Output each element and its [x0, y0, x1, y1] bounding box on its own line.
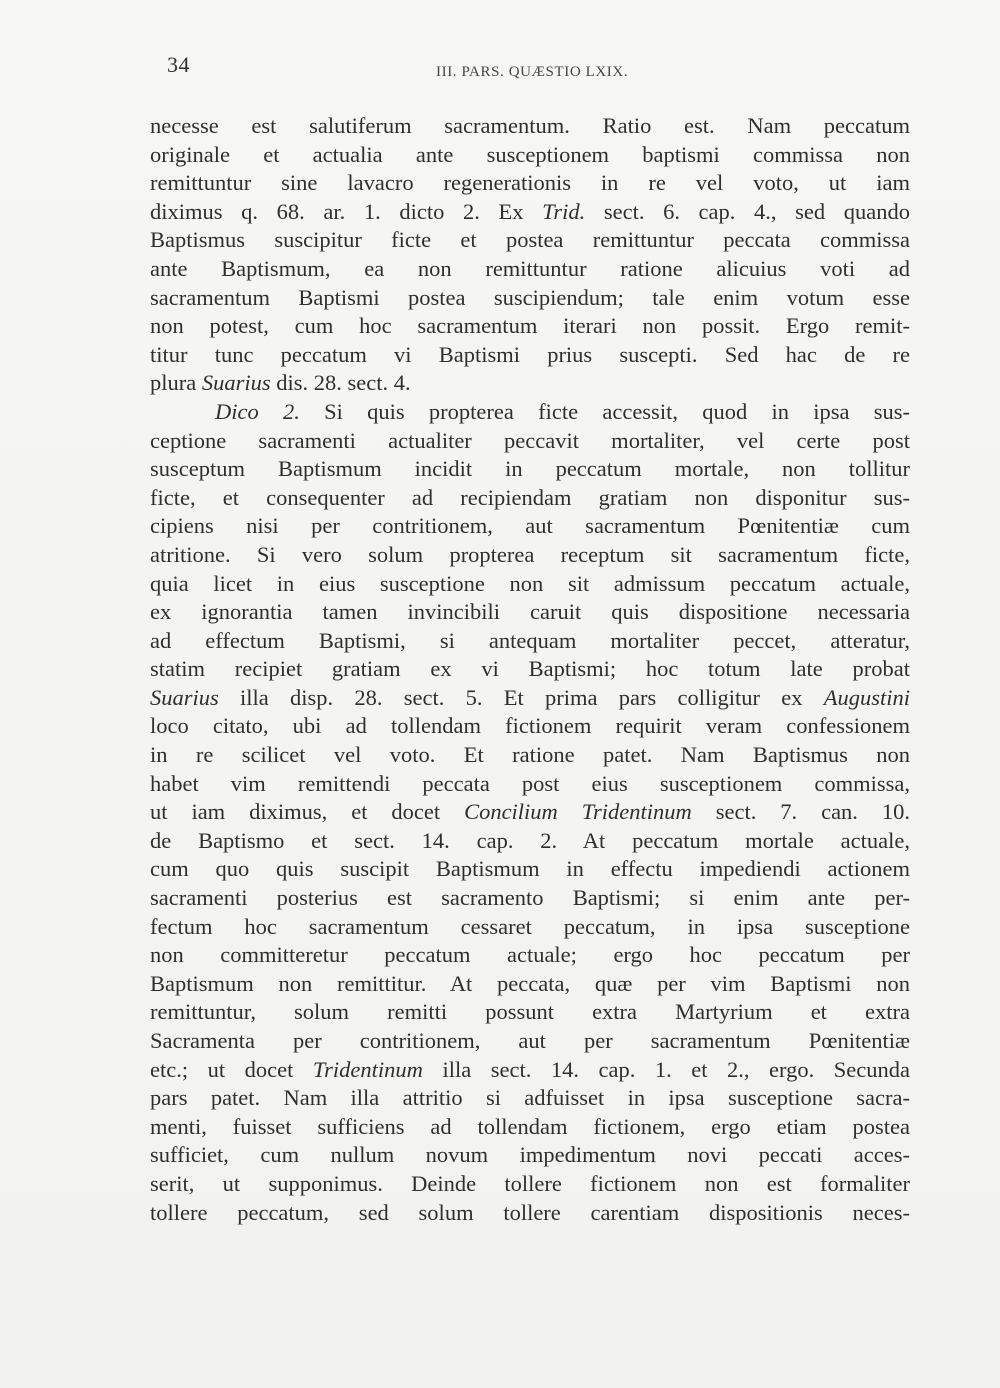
text-line-25-b: sect. 7. can. 10. — [691, 799, 911, 825]
text-line-38: serit, ut supponimus. Deinde tollere fictionem non est formaliter — [150, 1170, 910, 1196]
citation-concilium: Concilium Tridentinum — [464, 799, 692, 825]
text-line-21 — [150, 684, 910, 713]
text-line-27: cum quo quis suscipit Baptismum in effectu impediendi actionem — [150, 856, 910, 882]
text-line-34 — [150, 1056, 910, 1085]
text-line-18: ex ignorantia tamen invincibili caruit quis dispositione necessaria — [150, 599, 910, 625]
text-line-11 — [150, 398, 910, 427]
text-line-16: atritione. Si vero solum propterea receptum sit sacramentum ficte, — [150, 541, 910, 567]
text-line-25-a: ut iam diximus, et docet — [150, 799, 465, 825]
text-line-26: de Baptismo et sect. 14. cap. 2. At peccatum mortale actuale, — [150, 827, 910, 853]
body-text — [150, 112, 910, 1227]
text-line-33: Sacramenta per contritionem, aut per sacramentum Pœnitentiæ — [150, 1028, 910, 1053]
text-line-4-a: diximus q. 68. ar. 1. dicto 2. Ex — [150, 198, 543, 224]
text-line-2: originale et actualia ante susceptionem baptismi commissa non — [150, 141, 910, 167]
text-line-6: ante Baptismum, ea non remittuntur ratione alicuius voti ad — [150, 255, 910, 281]
text-line-28: sacramenti posterius est sacramento Baptismi; si enim ante per- — [150, 885, 910, 911]
text-line-15: cipiens nisi per contritionem, aut sacramentum Pœnitentiæ cum — [150, 513, 910, 539]
citation-augustini: Augustini — [823, 684, 910, 710]
page-number: 34 — [167, 52, 190, 77]
text-line-4-b: sect. 6. cap. 4., sed quando — [585, 198, 910, 224]
text-line-8: non potest, cum hoc sacramentum iterari non possit. Ergo remit- — [150, 313, 910, 339]
text-line-9: titur tunc peccatum vi Baptismi prius suscepti. Sed hac de re — [150, 341, 910, 367]
text-line-36: menti, fuisset sufficiens ad tollendam fictionem, ergo etiam postea — [150, 1113, 910, 1139]
text-line-37: sufficiet, cum nullum novum impedimentum novi peccati acces- — [150, 1142, 910, 1168]
text-line-20: statim recipiet gratiam ex vi Baptismi; hoc totum late probat — [150, 656, 910, 682]
citation-suarius-1: Suarius — [201, 370, 271, 396]
text-line-32: remittuntur, solum remitti possunt extra Martyrium et extra — [150, 999, 910, 1025]
dico-2-heading: Dico 2. — [215, 398, 300, 424]
text-line-29: fectum hoc sacramentum cessaret peccatum, in ipsa susceptione — [150, 913, 910, 939]
text-line-19: ad effectum Baptismi, si antequam mortaliter peccet, atteratur, — [150, 627, 910, 653]
text-line-7: sacramentum Baptismi postea suscipiendum; tale enim votum esse — [150, 284, 910, 310]
text-line-4 — [150, 198, 910, 227]
text-line-24: habet vim remittendi peccata post eius susceptionem commissa, — [150, 770, 910, 796]
text-line-11-b: Si quis propterea ficte accessit, quod in ipsa sus- — [299, 398, 910, 424]
text-line-34-b: illa sect. 14. cap. 1. et 2., ergo. Secunda — [422, 1056, 911, 1082]
text-line-3: remittuntur sine lavacro regenerationis in re vel voto, ut iam — [150, 170, 910, 196]
citation-suarius-2: Suarius — [150, 684, 219, 710]
text-line-35: pars patet. Nam illa attritio si adfuisset in ipsa susceptione sacra- — [150, 1085, 910, 1111]
citation-trid: Trid. — [542, 198, 586, 224]
text-line-39: tollere peccatum, sed solum tollere carentiam dispositionis neces- — [150, 1199, 910, 1225]
text-line-23: in re scilicet vel voto. Et ratione patet. Nam Baptismus non — [150, 742, 910, 768]
text-line-1: necesse est salutiferum sacramentum. Ratio est. Nam peccatum — [150, 113, 910, 138]
running-head: III. PARS. QUÆSTIO LXIX. — [436, 64, 629, 80]
text-line-21-b: illa disp. 28. sect. 5. Et prima pars colligitur ex — [218, 684, 824, 710]
text-line-22: loco citato, ubi ad tollendam fictionem requirit veram confessionem — [150, 713, 910, 739]
text-line-10-b: dis. 28. sect. 4. — [270, 370, 411, 396]
text-line-31: Baptismum non remittitur. At peccata, quæ per vim Baptismi non — [150, 970, 910, 996]
text-line-17: quia licet in eius susceptione non sit admissum peccatum actuale, — [150, 570, 910, 596]
text-line-30: non committeretur peccatum actuale; ergo hoc peccatum per — [150, 942, 910, 968]
text-line-14: ficte, et consequenter ad recipiendam gratiam non disponitur sus- — [150, 484, 910, 510]
text-line-10 — [150, 369, 910, 398]
text-line-5: Baptismus suscipitur ficte et postea remittuntur peccata commissa — [150, 227, 910, 253]
text-line-34-a: etc.; ut docet — [150, 1056, 313, 1082]
text-line-25 — [150, 798, 910, 827]
text-line-13: susceptum Baptismum incidit in peccatum mortale, non tollitur — [150, 456, 910, 482]
text-line-10-a: plura — [150, 370, 202, 396]
citation-tridentinum: Tridentinum — [312, 1056, 423, 1082]
text-line-12: ceptione sacramenti actualiter peccavit mortaliter, vel certe post — [150, 427, 910, 453]
